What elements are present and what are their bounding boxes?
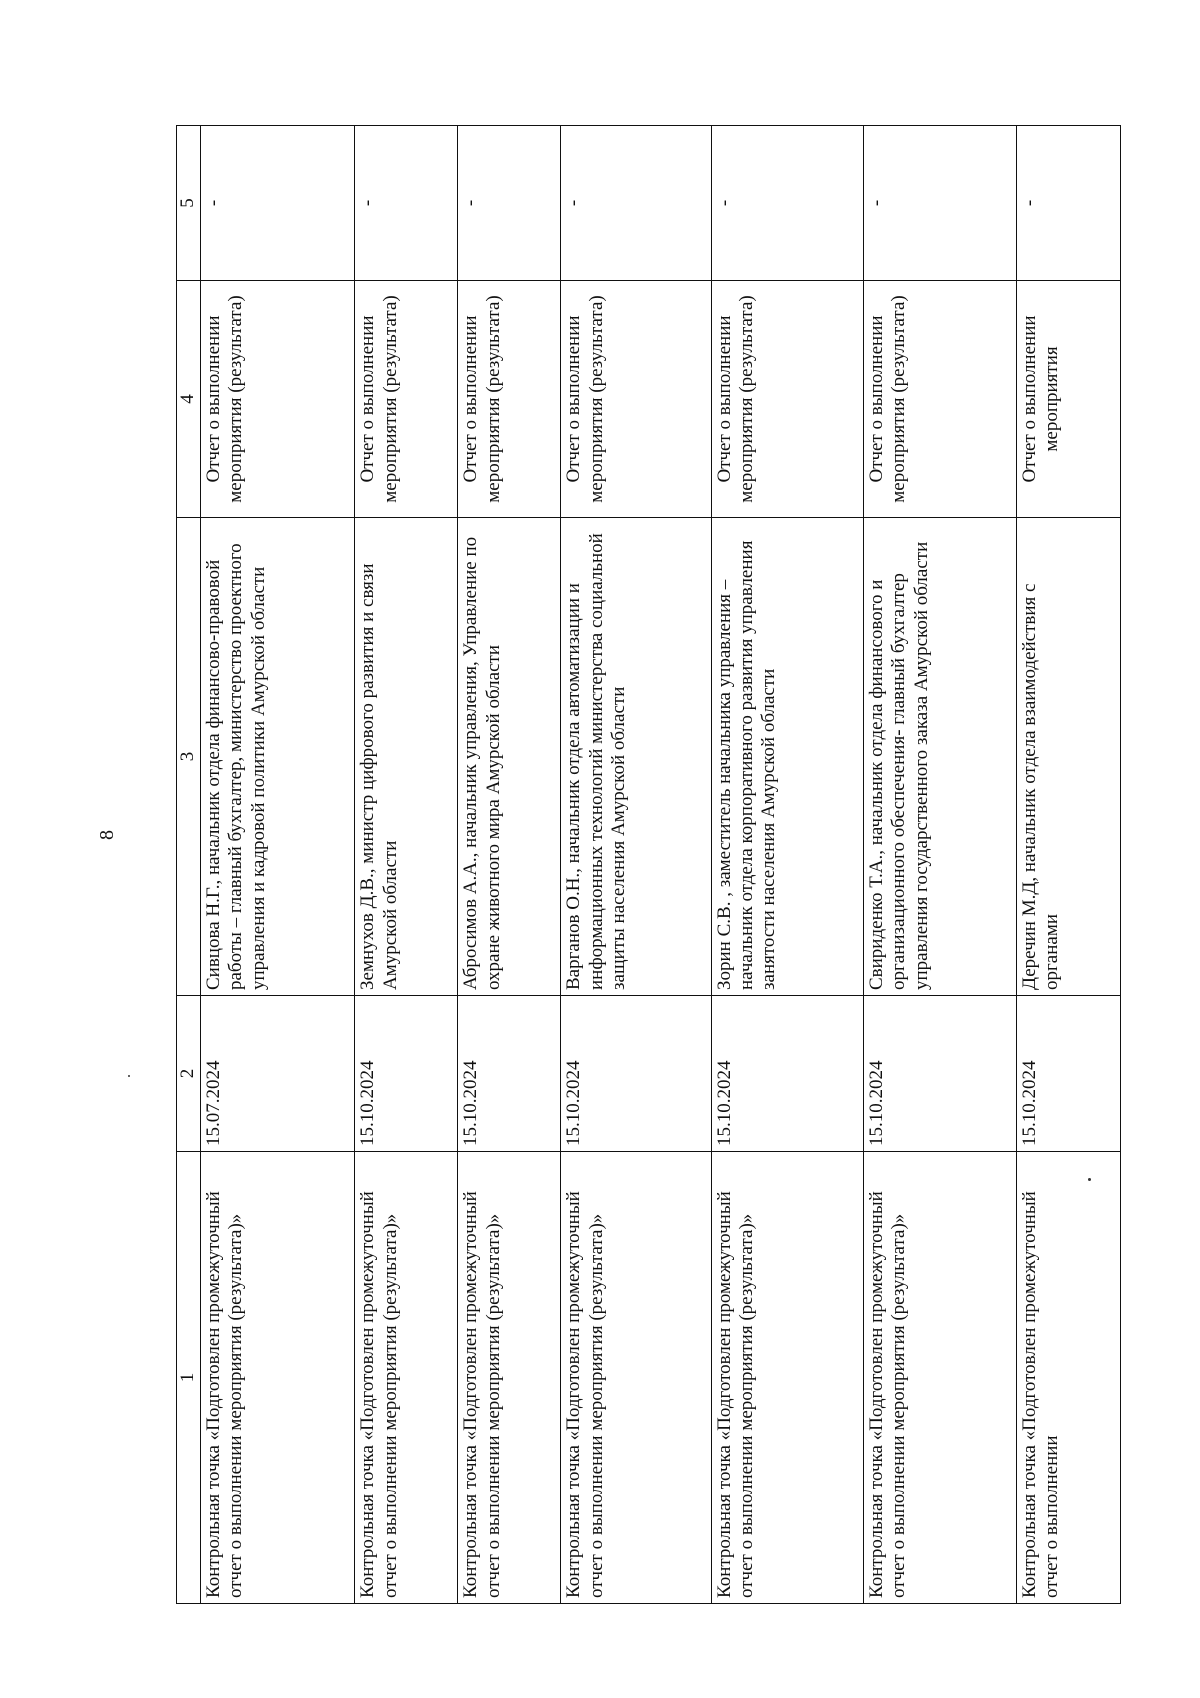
- date-cell: 15.07.2024: [201, 996, 355, 1152]
- note-cell: -: [201, 126, 355, 281]
- note-cell: -: [561, 126, 711, 281]
- table-row: [711, 126, 863, 1604]
- responsible-cell: Сивцова Н.Г., начальник отдела финансово-правовой работы – главный бухгалтер, министерство проектного управления и кадровой политики Амурской области: [201, 518, 355, 996]
- column-header-4: 4: [177, 281, 201, 518]
- milestone-cell: Контрольная точка «Подготовлен промежуточный отчет о выполнении мероприятия (результата)»: [561, 1152, 711, 1604]
- rotated-table-container: [176, 126, 1121, 1604]
- table-row: [355, 126, 458, 1604]
- milestone-cell: Контрольная точка «Подготовлен промежуточный отчет о выполнении мероприятия (результата)»: [355, 1152, 458, 1604]
- table-row: [1016, 126, 1120, 1604]
- note-cell: -: [711, 126, 863, 281]
- table-row: [561, 126, 711, 1604]
- date-cell: 15.10.2024: [863, 996, 1016, 1152]
- document-cell: Отчет о выполнении мероприятия (результата): [355, 281, 458, 518]
- responsible-cell: Земнухов Д.В., министр цифрового развития и связи Амурской области: [355, 518, 458, 996]
- milestones-table: [176, 125, 1121, 1604]
- responsible-cell: Абросимов А.А., начальник управления, Управление по охране животного мира Амурской области: [458, 518, 561, 996]
- table-row: [863, 126, 1016, 1604]
- milestone-cell: Контрольная точка «Подготовлен промежуточный отчет о выполнении мероприятия (результата)»: [863, 1152, 1016, 1604]
- responsible-cell: Зорин С.В. , заместитель начальника управления – начальник отдела корпоративного развития управления занятости населения Амурской области: [711, 518, 863, 996]
- note-cell: -: [1016, 126, 1120, 281]
- milestone-cell: Контрольная точка «Подготовлен промежуточный отчет о выполнении: [1016, 1152, 1120, 1604]
- page-number: 8: [96, 830, 118, 840]
- column-header-5: 5: [177, 126, 201, 281]
- date-cell: 15.10.2024: [355, 996, 458, 1152]
- table-header-row: [177, 126, 201, 1604]
- table-row: [201, 126, 355, 1604]
- date-cell: 15.10.2024: [458, 996, 561, 1152]
- milestone-cell: Контрольная точка «Подготовлен промежуточный отчет о выполнении мероприятия (результата)»: [711, 1152, 863, 1604]
- date-cell: 15.10.2024: [1016, 996, 1120, 1152]
- note-cell: -: [458, 126, 561, 281]
- document-cell: Отчет о выполнении мероприятия (результата): [201, 281, 355, 518]
- column-header-2: 2: [177, 996, 201, 1152]
- responsible-cell: Варганов О.Н., начальник отдела автоматизации и информационных технологий министерства социальной защиты населения Амурской области: [561, 518, 711, 996]
- note-cell: -: [863, 126, 1016, 281]
- column-header-3: 3: [177, 518, 201, 996]
- responsible-cell: Свириденко Т.А., начальник отдела финансового и организационного обеспечения- главный бухгалтер управления государственного заказа Амурской области: [863, 518, 1016, 996]
- document-cell: Отчет о выполнении мероприятия (результата): [711, 281, 863, 518]
- responsible-cell: Деречин М.Д, начальник отдела взаимодействия с органами: [1016, 518, 1120, 996]
- document-cell: Отчет о выполнении мероприятия: [1016, 281, 1120, 518]
- scan-speck: [128, 1075, 130, 1077]
- date-cell: 15.10.2024: [561, 996, 711, 1152]
- document-cell: Отчет о выполнении мероприятия (результата): [458, 281, 561, 518]
- milestone-cell: Контрольная точка «Подготовлен промежуточный отчет о выполнении мероприятия (результата)»: [201, 1152, 355, 1604]
- column-header-1: 1: [177, 1152, 201, 1604]
- document-cell: Отчет о выполнении мероприятия (результата): [863, 281, 1016, 518]
- note-cell: -: [355, 126, 458, 281]
- table-row: [458, 126, 561, 1604]
- milestone-cell: Контрольная точка «Подготовлен промежуточный отчет о выполнении мероприятия (результата)»: [458, 1152, 561, 1604]
- date-cell: 15.10.2024: [711, 996, 863, 1152]
- document-cell: Отчет о выполнении мероприятия (результата): [561, 281, 711, 518]
